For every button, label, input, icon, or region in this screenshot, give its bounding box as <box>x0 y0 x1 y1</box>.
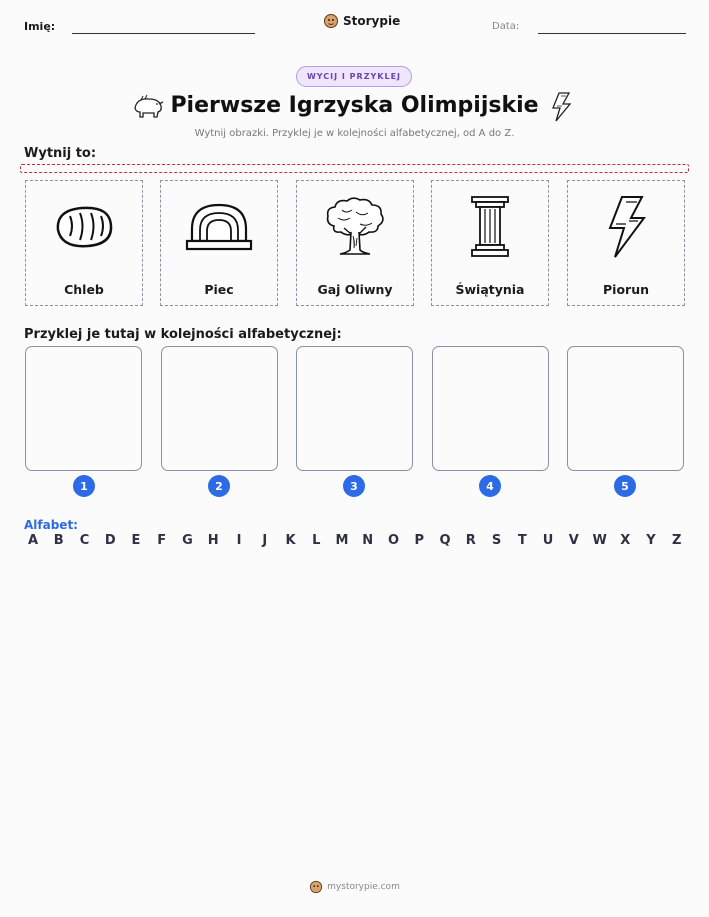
cut-card-oven[interactable] <box>160 180 278 306</box>
alphabet-letter: H <box>207 533 219 548</box>
oven-icon <box>184 199 254 255</box>
alphabet-letter: S <box>491 533 502 548</box>
alphabet-letter: X <box>620 533 631 548</box>
slot-number-5: 5 <box>614 475 636 497</box>
alphabet-letter: B <box>53 533 64 548</box>
alphabet-letter: T <box>517 533 527 548</box>
alphabet-letter: P <box>414 533 425 548</box>
date-line[interactable] <box>538 33 686 34</box>
slot-number-1: 1 <box>73 475 95 497</box>
lightning-icon <box>549 92 573 122</box>
alphabet-letter: O <box>387 533 400 548</box>
footer <box>0 880 709 894</box>
alphabet-letter: Z <box>672 533 682 548</box>
cut-heading: Wytnij to: <box>24 146 97 161</box>
alphabet-letter: M <box>335 533 349 548</box>
cut-card-bread[interactable] <box>25 180 143 306</box>
card-label: Świątynia <box>455 282 525 297</box>
alphabet-letter: U <box>542 533 554 548</box>
alphabet-heading: Alfabet: <box>24 518 78 532</box>
alphabet-letter: I <box>236 533 242 548</box>
paste-heading: Przyklej je tutaj w kolejności alfabetycznej: <box>24 327 342 342</box>
storypie-mascot-icon <box>323 13 339 29</box>
alphabet-letter: Y <box>646 533 656 548</box>
cut-card-lightning[interactable] <box>567 180 685 306</box>
slot-number-4: 4 <box>479 475 501 497</box>
alphabet-letter: V <box>568 533 579 548</box>
alphabet-letter: W <box>592 533 607 548</box>
name-line[interactable] <box>72 33 255 34</box>
alphabet-letter: R <box>465 533 476 548</box>
brand-name: Storypie <box>343 14 401 28</box>
alphabet-row <box>26 533 684 548</box>
lightning-icon <box>602 194 650 260</box>
alphabet-letter: L <box>312 533 321 548</box>
paste-slot-3[interactable] <box>296 346 413 471</box>
olive-tree-icon <box>320 196 390 258</box>
alphabet-letter: G <box>182 533 193 548</box>
alphabet-letter: K <box>285 533 296 548</box>
activity-badge: WYCIJ I PRZYKLEJ <box>296 66 412 87</box>
alphabet-letter: D <box>104 533 116 548</box>
date-label: Data: <box>492 21 520 32</box>
slot-number-3: 3 <box>343 475 365 497</box>
alphabet-letter: E <box>131 533 141 548</box>
paste-slot-5[interactable] <box>567 346 684 471</box>
alphabet-letter: F <box>157 533 167 548</box>
page-title: Pierwsze Igrzyska Olimpijskie <box>170 93 539 118</box>
instructions: Wytnij obrazki. Przyklej je w kolejności alfabetycznej, od A do Z. <box>194 128 515 139</box>
paste-slot-2[interactable] <box>161 346 278 471</box>
cut-line <box>20 164 689 173</box>
alphabet-letter: A <box>27 533 39 548</box>
bread-icon <box>52 200 116 254</box>
footer-url[interactable]: mystorypie.com <box>327 882 400 892</box>
cut-card-temple[interactable] <box>431 180 549 306</box>
column-icon <box>468 194 512 260</box>
cut-card-olive-grove[interactable] <box>296 180 414 306</box>
name-label: Imię: <box>24 20 56 33</box>
brand-logo <box>323 13 400 29</box>
paste-slot-1[interactable] <box>25 346 142 471</box>
card-label: Piec <box>204 282 234 297</box>
card-label: Chleb <box>64 282 104 297</box>
paste-slot-4[interactable] <box>432 346 549 471</box>
alphabet-letter: Q <box>439 533 451 548</box>
alphabet-letter: C <box>79 533 90 548</box>
slot-number-2: 2 <box>208 475 230 497</box>
card-label: Gaj Oliwny <box>317 282 393 297</box>
alphabet-letter: N <box>362 533 374 548</box>
storypie-mascot-icon <box>309 880 323 894</box>
alphabet-letter: J <box>262 533 268 548</box>
card-label: Piorun <box>603 282 649 297</box>
